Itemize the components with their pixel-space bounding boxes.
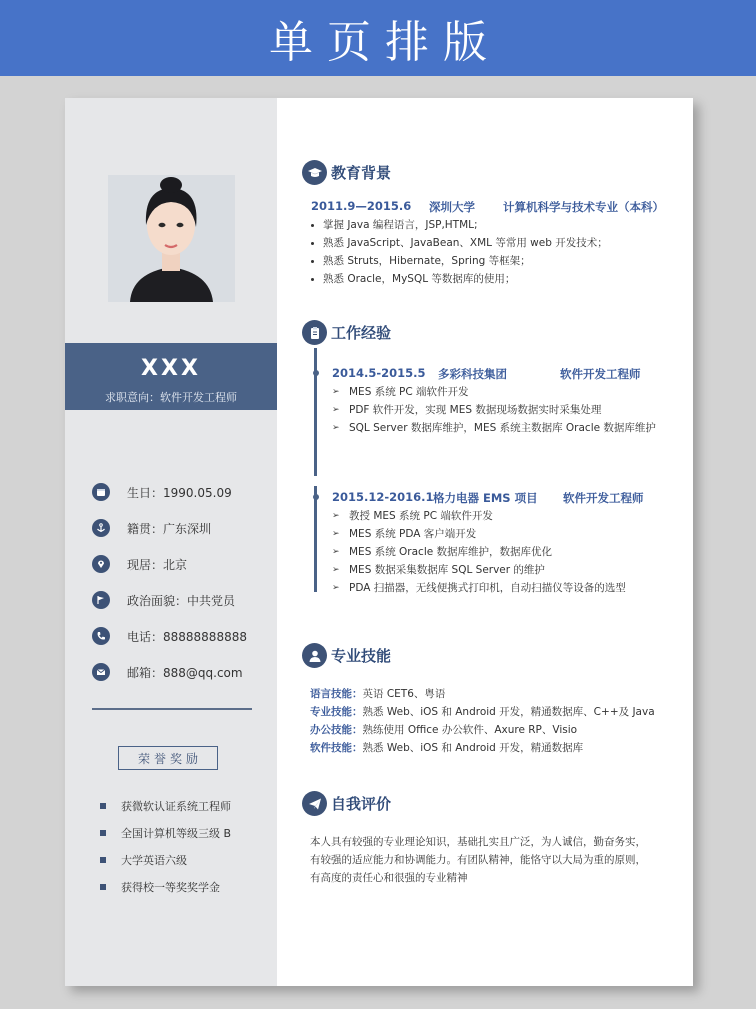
list-item: ➢ MES 系统 PDA 客户端开发 bbox=[332, 525, 626, 543]
info-residence-text: 现居：北京 bbox=[127, 557, 188, 572]
info-email bbox=[92, 661, 272, 683]
info-residence bbox=[92, 553, 272, 575]
info-email-text: 邮箱：888@qq.com bbox=[127, 665, 243, 680]
job-role: 软件开发工程师 bbox=[560, 367, 641, 381]
job-items bbox=[332, 507, 626, 597]
timeline-line bbox=[314, 486, 317, 592]
header-banner bbox=[0, 0, 756, 76]
list-item: ➢ PDA 扫描器，无线便携式打印机，自动扫描仪等设备的选型 bbox=[332, 579, 626, 597]
list-item: ➢ MES 系统 PC 端软件开发 bbox=[332, 383, 656, 401]
timeline-dot bbox=[313, 494, 319, 500]
honor-item bbox=[100, 852, 187, 868]
list-item: 熟悉 Struts，Hibernate，Spring 等框架； bbox=[311, 252, 608, 270]
timeline-line bbox=[314, 348, 317, 476]
list-item: 掌握 Java 编程语言，JSP,HTML; bbox=[311, 216, 608, 234]
job-company: 格力电器 EMS 项目 bbox=[433, 491, 538, 505]
job-company: 多彩科技集团 bbox=[438, 367, 507, 381]
honor-text: 获微软认证系统工程师 bbox=[121, 800, 231, 813]
arrow-bullet-icon: ➢ bbox=[332, 511, 340, 521]
education-school: 深圳大学 bbox=[429, 200, 475, 214]
resume-main bbox=[277, 98, 693, 986]
list-item: ➢ 教授 MES 系统 PC 端软件开发 bbox=[332, 507, 626, 525]
honor-text: 获得校一等奖奖学金 bbox=[121, 881, 220, 894]
work-heading bbox=[302, 320, 391, 345]
banner-title: 单页排版 bbox=[269, 17, 501, 68]
anchor-icon bbox=[92, 519, 110, 537]
job-period: 2015.12-2016.1 bbox=[332, 490, 434, 504]
honor-text: 大学英语六级 bbox=[121, 854, 187, 867]
info-phone bbox=[92, 625, 272, 647]
arrow-bullet-icon: ➢ bbox=[332, 583, 340, 593]
sidebar-divider bbox=[92, 708, 252, 710]
bullet-square-icon bbox=[100, 830, 106, 836]
arrow-bullet-icon: ➢ bbox=[332, 387, 340, 397]
bullet-square-icon bbox=[100, 884, 106, 890]
job-intent: 求职意向：软件开发工程师 bbox=[105, 391, 237, 404]
graduation-cap-icon bbox=[302, 160, 327, 185]
list-item: ➢ MES 系统 Oracle 数据库维护，数据库优化 bbox=[332, 543, 626, 561]
honor-item bbox=[100, 798, 231, 814]
info-phone-text: 电话：88888888888 bbox=[127, 629, 247, 644]
bullet-square-icon bbox=[100, 803, 106, 809]
info-birthday-text: 生日：1990.05.09 bbox=[127, 485, 232, 500]
skills-title: 专业技能 bbox=[331, 647, 392, 665]
phone-icon bbox=[92, 627, 110, 645]
bullet-square-icon bbox=[100, 857, 106, 863]
education-period: 2011.9—2015.6 bbox=[311, 199, 412, 213]
resume-page bbox=[65, 98, 693, 986]
info-birthday bbox=[92, 481, 272, 503]
honor-text: 全国计算机等级三级 B bbox=[121, 827, 232, 840]
education-bullets bbox=[311, 216, 608, 288]
clipboard-icon bbox=[302, 320, 327, 345]
paper-plane-icon bbox=[302, 791, 327, 816]
skills-heading bbox=[302, 643, 391, 668]
arrow-bullet-icon: ➢ bbox=[332, 423, 340, 433]
info-hometown bbox=[92, 517, 272, 539]
candidate-name: XXX bbox=[141, 356, 201, 381]
arrow-bullet-icon: ➢ bbox=[332, 565, 340, 575]
location-pin-icon bbox=[92, 555, 110, 573]
job-items bbox=[332, 383, 656, 437]
name-block bbox=[65, 343, 277, 410]
profile-photo bbox=[108, 175, 235, 302]
arrow-bullet-icon: ➢ bbox=[332, 405, 340, 415]
honor-item bbox=[100, 879, 220, 895]
list-item: ➢ PDF 软件开发，实现 MES 数据现场数据实时采集处理 bbox=[332, 401, 656, 419]
arrow-bullet-icon: ➢ bbox=[332, 547, 340, 557]
list-item: ➢ SQL Server 数据库维护，MES 系统主数据库 Oracle 数据库维护 bbox=[332, 419, 656, 437]
honor-item bbox=[100, 825, 231, 841]
self-eval-text: 本人具有较强的专业理论知识，基础扎实且广泛，为人诚信，勤奋务实， 有较强的适应能力和协调能力。有团队精神，能恪守以大局为重的原则， 有高度的责任心和很强的专业精神 bbox=[310, 836, 646, 884]
flag-icon bbox=[92, 591, 110, 609]
education-major: 计算机科学与技术专业（本科） bbox=[503, 200, 664, 214]
self-eval-title: 自我评价 bbox=[331, 795, 392, 813]
arrow-bullet-icon: ➢ bbox=[332, 529, 340, 539]
list-item: ➢ MES 数据采集数据库 SQL Server 的维护 bbox=[332, 561, 626, 579]
honors-heading: 荣誉奖励 bbox=[118, 746, 218, 770]
job-period: 2014.5-2015.5 bbox=[332, 366, 426, 380]
info-political bbox=[92, 589, 272, 611]
education-title: 教育背景 bbox=[331, 164, 392, 182]
mail-icon bbox=[92, 663, 110, 681]
self-eval-heading bbox=[302, 791, 391, 816]
resume-sidebar bbox=[65, 98, 277, 986]
calendar-icon bbox=[92, 483, 110, 501]
list-item: 熟悉 Oracle，MySQL 等数据库的使用； bbox=[311, 270, 608, 288]
skill-row: 软件技能：熟悉 Web、iOS 和 Android 开发，精通数据库 bbox=[310, 742, 584, 754]
info-political-text: 政治面貌：中共党员 bbox=[127, 593, 236, 608]
education-heading bbox=[302, 160, 391, 185]
list-item: 熟悉 JavaScript、JavaBean、XML 等常用 web 开发技术； bbox=[311, 234, 608, 252]
info-hometown-text: 籍贯：广东深圳 bbox=[127, 521, 212, 536]
job-role: 软件开发工程师 bbox=[563, 491, 644, 505]
skill-row: 专业技能：熟悉 Web、iOS 和 Android 开发，精通数据库、C++及 Java bbox=[310, 706, 655, 718]
user-icon bbox=[302, 643, 327, 668]
skill-row: 办公技能：熟练使用 Office 办公软件、Axure RP、Visio bbox=[310, 724, 578, 736]
timeline-dot bbox=[313, 370, 319, 376]
work-title: 工作经验 bbox=[331, 324, 392, 342]
skill-row: 语言技能：英语 CET6、粤语 bbox=[310, 688, 446, 700]
